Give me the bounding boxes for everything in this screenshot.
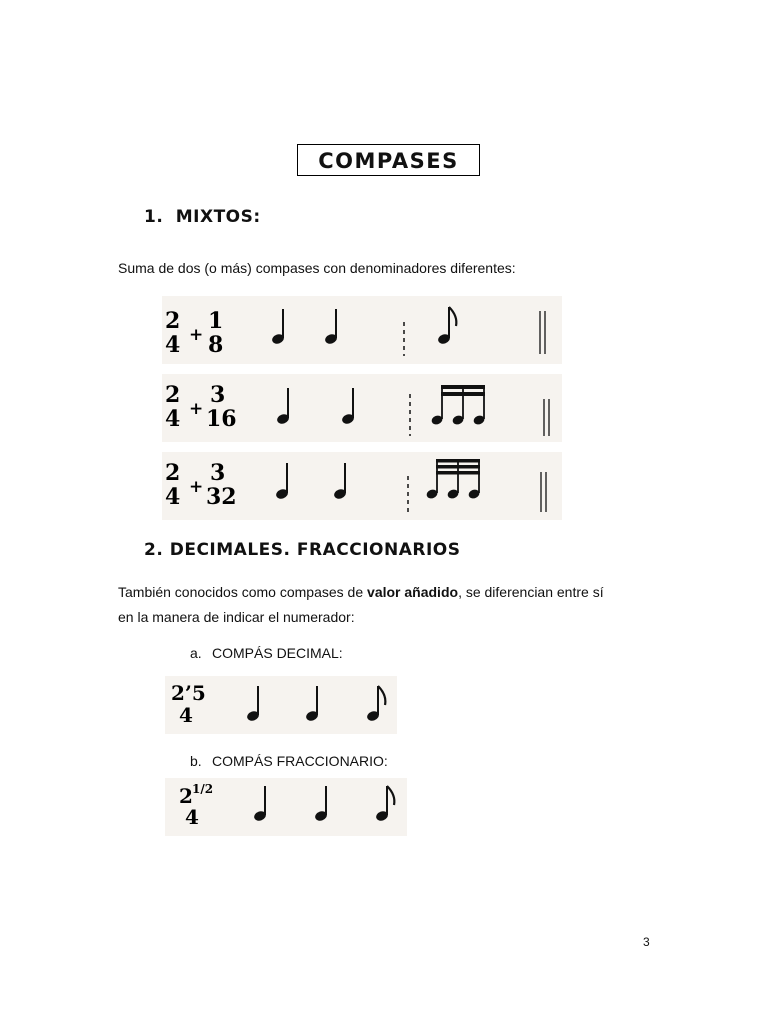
item-b-marker: b.	[190, 753, 202, 769]
mixed-example-2-notation	[162, 374, 562, 442]
mixed-example-3-notation	[162, 452, 562, 520]
quarter-note	[253, 786, 267, 822]
ts1-plus: +	[189, 477, 204, 497]
mixed-example-3	[162, 452, 562, 520]
ts2-top: 3	[210, 382, 226, 408]
mixed-example-2	[162, 374, 562, 442]
section-2-title: DECIMALES. FRACCIONARIOS	[169, 540, 461, 560]
quarter-note	[246, 686, 260, 722]
ts1-top: 2	[165, 382, 181, 408]
section-2-intro	[118, 580, 604, 630]
eighth-note	[366, 686, 386, 722]
item-a-marker: a.	[190, 645, 202, 661]
decimal-ts-top: 2’5	[171, 681, 206, 705]
mixed-example-1-notation	[162, 296, 562, 364]
section-2-intro-part1: También conocidos como compases de	[118, 584, 368, 600]
section-2-intro-line2: en la manera de indicar el numerador:	[118, 609, 355, 625]
final-barline	[544, 399, 549, 436]
decimal-ts-bottom: 4	[179, 703, 193, 727]
quarter-note	[275, 463, 289, 500]
ts1-top: 2	[165, 308, 181, 334]
section-2-intro-part2: , se diferencian entre sí	[458, 584, 604, 600]
quarter-note	[333, 463, 347, 500]
fraction-example-notation	[165, 778, 407, 836]
ts1-top: 2	[165, 460, 181, 486]
fraction-example	[165, 778, 407, 836]
section-1-heading	[144, 207, 261, 227]
section-2-number: 2.	[144, 540, 164, 560]
ts1-plus: +	[189, 399, 204, 419]
ts2-bottom: 8	[208, 332, 224, 358]
ts2-bottom: 16	[206, 406, 237, 432]
fraction-ts-top-sup: 1/2	[192, 782, 214, 796]
mixed-example-1	[162, 296, 562, 364]
decimal-example-notation	[165, 676, 397, 734]
quarter-note	[276, 388, 290, 425]
fraction-ts-top: 2	[179, 784, 193, 808]
fraction-ts-bottom: 4	[185, 805, 199, 829]
page-title: COMPASES	[318, 149, 459, 173]
sixteenth-note-group	[430, 385, 485, 426]
ts1-plus: +	[189, 325, 204, 345]
section-1-number: 1.	[144, 207, 164, 227]
ts1-bottom: 4	[165, 332, 181, 358]
section-1-description: Suma de dos (o más) compases con denominadores diferentes:	[118, 260, 516, 276]
eighth-note	[437, 307, 457, 345]
item-b	[190, 753, 388, 769]
quarter-note	[314, 786, 328, 822]
item-a-label: COMPÁS DECIMAL:	[212, 645, 343, 661]
final-barline	[541, 472, 546, 512]
quarter-note	[305, 686, 319, 722]
ts2-top: 1	[208, 308, 224, 334]
quarter-note	[271, 309, 285, 345]
ts2-bottom: 32	[206, 484, 237, 510]
ts1-bottom: 4	[165, 484, 181, 510]
title-box	[297, 144, 480, 176]
quarter-note	[324, 309, 338, 345]
quarter-note	[341, 388, 355, 425]
thirty-second-note-group	[425, 459, 480, 500]
section-2-intro-bold: valor añadido	[367, 584, 459, 600]
ts2-top: 3	[210, 460, 226, 486]
final-barline	[540, 311, 545, 354]
ts1-bottom: 4	[165, 406, 181, 432]
item-b-label: COMPÁS FRACCIONARIO:	[212, 753, 388, 769]
eighth-note	[375, 786, 395, 822]
item-a	[190, 645, 343, 661]
section-1-title: MIXTOS:	[175, 207, 261, 227]
section-2-heading	[144, 540, 460, 560]
page-number: 3	[643, 935, 650, 949]
decimal-example	[165, 676, 397, 734]
